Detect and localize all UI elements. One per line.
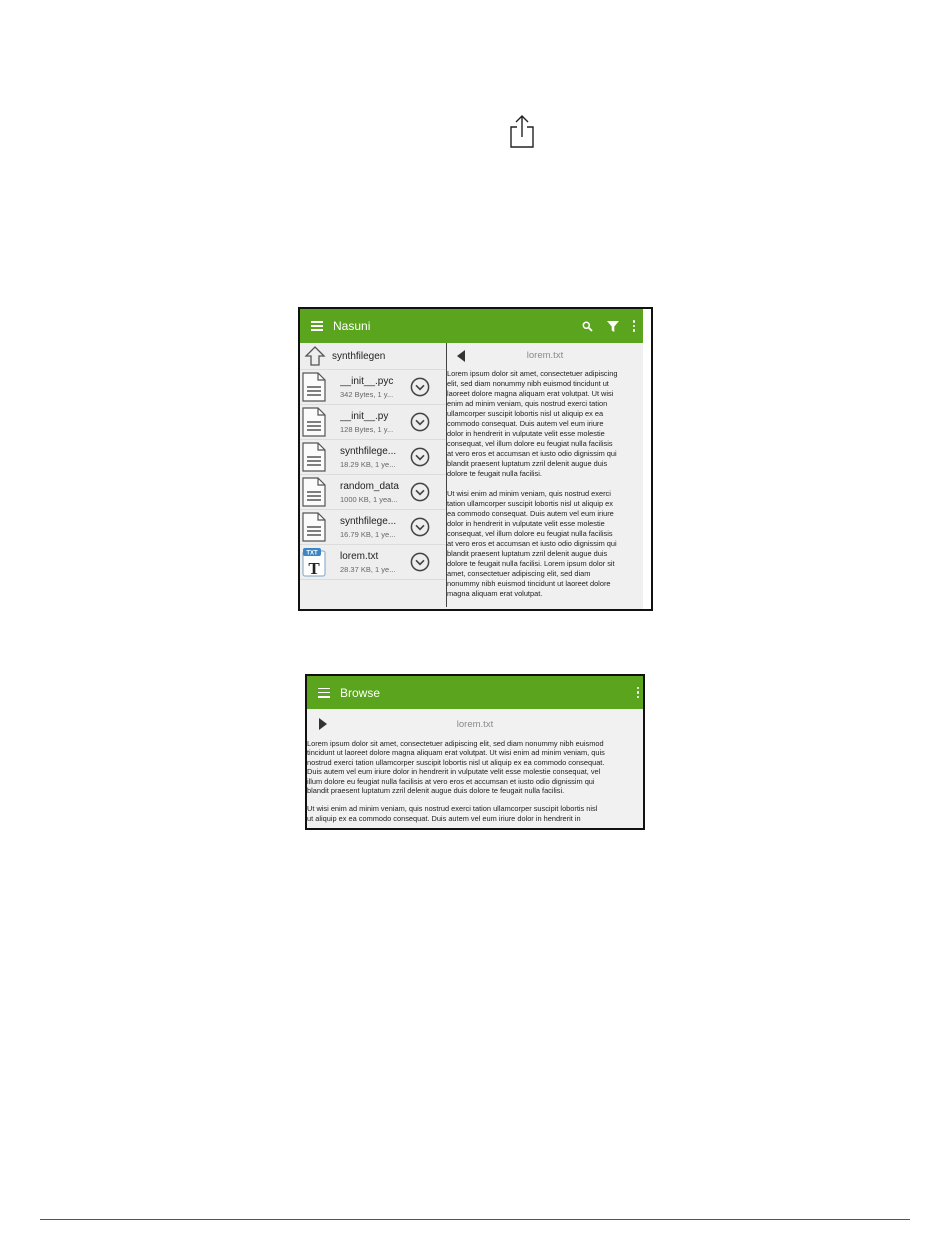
chevron-down-icon[interactable]	[410, 552, 430, 572]
txt-file-icon	[302, 547, 326, 577]
more-vert-icon[interactable]	[637, 687, 639, 698]
viewer-title: lorem.txt	[526, 350, 564, 361]
up-arrow-icon	[304, 345, 326, 367]
chevron-down-icon[interactable]	[410, 412, 430, 432]
svg-text:T: T	[308, 559, 320, 577]
viewer-title: lorem.txt	[456, 719, 494, 730]
viewer-paragraph: Ut wisi enim ad minim veniam, quis nostrud exerci tation ullamcorper suscipit lobortis nisl ut aliquip ex ea commodo consequat. Duis autem vel eum iriure dolor in hendrerit in vulputate velit esse molestie consequat, vel illum dolore eu feugiat nulla facilisis at vero eros et accumsan et iusto odio dignissim qui blandit praesent luptatum zzril delenit augue duis dolore te feugait nulla facilisi. Lorem ipsum dolor sit amet, consectetuer adipiscing elit, sed diam nonummy nibh euismod tincidunt ut laoreet dolore magna aliquam erat volutpat.	[447, 489, 617, 598]
chevron-down-icon[interactable]	[410, 517, 430, 537]
file-name: synthfilege...	[340, 515, 397, 527]
viewer-header	[307, 709, 643, 739]
document-icon	[302, 477, 326, 507]
phone-screenshot	[305, 674, 645, 830]
file-meta: 128 Bytes, 1 y...	[340, 424, 394, 434]
file-name: __init__.py	[340, 410, 389, 422]
file-meta: 1000 KB, 1 yea...	[340, 494, 398, 504]
file-list	[300, 343, 446, 609]
app-bar	[307, 676, 643, 709]
more-vert-icon[interactable]	[633, 320, 635, 331]
chevron-down-icon[interactable]	[410, 447, 430, 467]
menu-icon[interactable]	[311, 321, 323, 331]
viewer-paragraph: Ut wisi enim ad minim veniam, quis nostrud exerci tation ullamcorper suscipit lobortis nisl ut aliquip ex ea commodo consequat. Duis autem vel eum iriure dolor in hendrerit in	[307, 804, 598, 823]
document-icon	[302, 512, 326, 542]
file-meta: 28.37 KB, 1 ye...	[340, 564, 396, 574]
file-name: synthfilege...	[340, 445, 397, 457]
document-icon	[302, 442, 326, 472]
file-name: lorem.txt	[340, 550, 379, 562]
file-row[interactable]	[300, 545, 446, 580]
file-row[interactable]	[300, 510, 446, 545]
parent-folder-row[interactable]	[300, 343, 446, 370]
app-title: Nasuni	[333, 319, 371, 333]
file-row[interactable]	[300, 475, 446, 510]
file-name: random_data	[340, 480, 399, 492]
share-icon[interactable]	[509, 113, 535, 149]
file-row[interactable]	[300, 370, 446, 405]
footer-rule	[40, 1219, 910, 1220]
app-bar	[300, 309, 643, 343]
viewer-paragraph: Lorem ipsum dolor sit amet, consectetuer adipiscing elit, sed diam nonummy nibh euismod tincidunt ut laoreet dolore magna aliquam erat volutpat. Ut wisi enim ad minim veniam, quis nostrud exerci tation ullamcorper suscipit lobortis nisl ut aliquip ex ea commodo consequat. Duis autem vel eum iriure dolor in hendrerit in vulputate velit esse molestie consequat, vel illum dolore eu feugiat nulla facilisis at vero eros et accumsan et iusto odio dignissim qui blandit praesent luptatum zzril delenit augue duis dolore te feugait nulla facilisi.	[447, 369, 618, 478]
filter-icon[interactable]	[607, 321, 619, 332]
search-icon[interactable]	[582, 321, 593, 332]
tablet-screenshot	[298, 307, 653, 611]
chevron-down-icon[interactable]	[410, 482, 430, 502]
file-viewer	[447, 343, 643, 609]
parent-folder-name: synthfilegen	[332, 350, 386, 362]
file-row[interactable]	[300, 405, 446, 440]
file-meta: 16.79 KB, 1 ye...	[340, 529, 396, 539]
viewer-paragraph: Lorem ipsum dolor sit amet, consectetuer adipiscing elit, sed diam nonummy nibh euismod tincidunt ut laoreet dolore magna aliquam erat volutpat. Ut wisi enim ad minim veniam, quis nostrud exerci tation ullamcorper suscipit lobortis nisl ut aliquip ex ea commodo consequat. Duis autem vel eum iriure dolor in hendrerit in vulputate velit esse molestie consequat, vel illum dolore eu feugiat nulla facilisis at vero eros et accumsan et iusto odio dignissim qui blandit praesent luptatum zzril delenit augue duis dolore te feugait nulla facilisi.	[307, 739, 605, 796]
document-icon	[302, 407, 326, 437]
file-name: __init__.pyc	[340, 375, 394, 387]
file-row[interactable]	[300, 440, 446, 475]
viewer-header	[447, 343, 643, 369]
file-meta: 342 Bytes, 1 y...	[340, 389, 394, 399]
document-icon	[302, 372, 326, 402]
chevron-down-icon[interactable]	[410, 377, 430, 397]
file-meta: 18.29 KB, 1 ye...	[340, 459, 396, 469]
viewer-text	[447, 369, 643, 599]
viewer-text	[307, 739, 643, 823]
menu-icon[interactable]	[318, 688, 330, 698]
app-title: Browse	[340, 685, 381, 700]
svg-text:TXT: TXT	[306, 550, 318, 557]
